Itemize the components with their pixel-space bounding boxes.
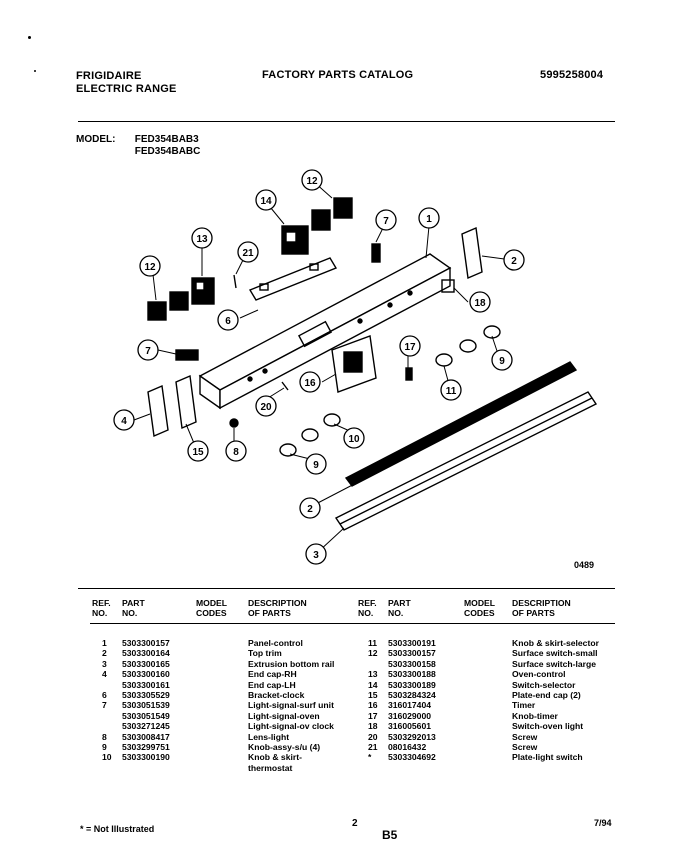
callout-6 xyxy=(218,310,238,330)
callout-7 xyxy=(376,210,396,230)
part-no-cell: 5303051539 xyxy=(122,700,170,711)
svg-text:21: 21 xyxy=(242,248,254,259)
callout-8 xyxy=(226,441,246,461)
callout-15 xyxy=(188,441,208,461)
svg-text:7: 7 xyxy=(383,216,389,227)
callout-18 xyxy=(470,292,490,312)
part-no-cell: 316005601 xyxy=(388,721,432,732)
part-no-cell: 5303299751 xyxy=(122,742,170,752)
description-cell: Lens-light xyxy=(248,731,290,742)
part-no-cell: 5303271245 xyxy=(122,721,170,732)
catalog-title: FACTORY PARTS CATALOG xyxy=(262,69,414,81)
switch-large xyxy=(334,198,352,218)
ref-no-cell: 13 xyxy=(368,669,378,680)
knob-timer xyxy=(406,368,412,380)
part-no-cell: 5303284324 xyxy=(388,690,436,700)
control-shaft xyxy=(286,232,296,242)
brand-name: FRIGIDAIRE xyxy=(76,70,142,82)
ref-no-cell: 7 xyxy=(102,700,107,711)
ref-no-cell: 15 xyxy=(368,690,378,700)
svg-text:17: 17 xyxy=(404,342,416,353)
callout-4 xyxy=(114,410,134,430)
svg-text:1: 1 xyxy=(426,214,432,225)
part-no-cell: 5303300161 xyxy=(122,679,170,690)
part-no-cell: 5303304692 xyxy=(388,752,436,763)
header-divider xyxy=(78,121,615,122)
description-cell: Screw xyxy=(512,742,538,752)
knob xyxy=(324,414,340,426)
description-cell: Surface switch-large xyxy=(512,658,597,669)
screw xyxy=(234,275,236,288)
callout-12 xyxy=(140,256,160,276)
section-code: B5 xyxy=(382,828,398,842)
header-part-no: PART NO. xyxy=(122,598,145,618)
ref-no-cell: 6 xyxy=(102,690,107,700)
callout-13 xyxy=(192,228,212,248)
ref-no-cell: 4 xyxy=(102,669,107,680)
page-number: 2 xyxy=(352,818,358,829)
switch-large xyxy=(312,210,330,230)
callout-1 xyxy=(419,208,439,228)
svg-text:8: 8 xyxy=(233,447,239,458)
header-ref-no: REF. NO. xyxy=(92,598,111,618)
ref-no-cell: 11 xyxy=(368,638,378,648)
description-cell: Timer xyxy=(512,700,536,711)
description-cell: thermostat xyxy=(248,762,293,773)
svg-text:14: 14 xyxy=(260,196,272,207)
header-part-no: PART NO. xyxy=(388,598,411,618)
panel-hole xyxy=(358,319,362,323)
end-cap-lh xyxy=(148,386,168,436)
description-cell: Top trim xyxy=(248,648,282,659)
svg-text:2: 2 xyxy=(511,256,517,267)
signal-light xyxy=(176,350,198,360)
header-description: DESCRIPTION OF PARTS xyxy=(248,598,307,618)
description-cell: End cap-LH xyxy=(248,679,296,690)
ref-no-cell: 8 xyxy=(102,731,107,742)
svg-text:10: 10 xyxy=(348,434,360,445)
description-cell: Panel-control xyxy=(248,638,303,648)
description-cell: Screw xyxy=(512,731,538,742)
revision-date: 7/94 xyxy=(594,818,612,828)
callout-21 xyxy=(238,242,258,262)
header-description: DESCRIPTION OF PARTS xyxy=(512,598,571,618)
brand-block xyxy=(76,70,177,96)
signal-light xyxy=(372,244,380,262)
callout-9 xyxy=(306,454,326,474)
callout-2 xyxy=(300,498,320,518)
panel-hole xyxy=(248,377,252,381)
ref-no-cell: 10 xyxy=(102,752,112,763)
callout-11 xyxy=(441,380,461,400)
callout-20 xyxy=(256,396,276,416)
part-no-cell: 5303300165 xyxy=(122,658,170,669)
callout-17 xyxy=(400,336,420,356)
callout-12 xyxy=(302,170,322,190)
product-type: ELECTRIC RANGE xyxy=(76,83,177,95)
panel-hole xyxy=(263,369,267,373)
part-no-cell: 5303300190 xyxy=(122,752,170,763)
callout-3 xyxy=(306,544,326,564)
part-no-cell: 5303300189 xyxy=(388,679,436,690)
ref-no-cell: 2 xyxy=(102,648,107,659)
callout-9 xyxy=(492,350,512,370)
part-no-cell: 5303292013 xyxy=(388,731,436,742)
header-model-codes: MODEL CODES xyxy=(196,598,228,618)
part-no-cell: 5303300191 xyxy=(388,638,436,648)
svg-text:9: 9 xyxy=(499,356,505,367)
description-cell: Plate-light switch xyxy=(512,752,583,763)
description-cell: Surface switch-small xyxy=(512,648,598,659)
svg-text:3: 3 xyxy=(313,550,319,561)
switch-small xyxy=(170,292,188,310)
part-no-cell: 5303300188 xyxy=(388,669,436,680)
ref-no-cell: 20 xyxy=(368,731,378,742)
callout-16 xyxy=(300,372,320,392)
description-cell: Light-signal-oven xyxy=(248,710,320,721)
description-cell: Knob & skirt- xyxy=(248,752,302,763)
scan-speck xyxy=(34,70,36,72)
table-divider xyxy=(78,588,615,589)
callout-14 xyxy=(256,190,276,210)
description-cell: Extrusion bottom rail xyxy=(248,658,335,669)
svg-text:15: 15 xyxy=(192,447,204,458)
svg-text:11: 11 xyxy=(445,386,457,397)
header-underline xyxy=(90,623,615,624)
svg-text:16: 16 xyxy=(304,378,316,389)
exploded-parts-diagram xyxy=(100,160,620,570)
model-number: FED354BABC xyxy=(134,146,201,157)
description-cell: Bracket-clock xyxy=(248,690,305,700)
description-cell: Knob-assy-s/u (4) xyxy=(248,742,321,752)
part-no-cell: 5303300157 xyxy=(388,648,436,659)
part-no-cell: 08016432 xyxy=(388,742,427,752)
part-no-cell: 316017404 xyxy=(388,700,432,711)
scan-speck xyxy=(28,36,31,39)
description-cell: Plate-end cap (2) xyxy=(512,690,581,700)
ref-no-cell: 9 xyxy=(102,742,107,752)
timer-face xyxy=(344,352,362,372)
callout-4 xyxy=(504,250,524,270)
header-model-codes: MODEL CODES xyxy=(464,598,496,618)
ref-no-cell: 12 xyxy=(368,648,378,659)
knob xyxy=(436,354,452,366)
description-cell: Switch-selector xyxy=(512,679,576,690)
bracket-clock xyxy=(250,258,336,300)
panel-hole xyxy=(388,303,392,307)
panel-hole xyxy=(408,291,412,295)
knob xyxy=(280,444,296,456)
part-no-cell: 5303305529 xyxy=(122,690,170,700)
ref-no-cell: 16 xyxy=(368,700,378,711)
part-no-cell: 5303008417 xyxy=(122,731,170,742)
footnote: * = Not Illustrated xyxy=(80,824,155,834)
description-cell: Knob-timer xyxy=(512,710,558,721)
header-ref-no: REF. NO. xyxy=(358,598,377,618)
description-cell: Light-signal-surf unit xyxy=(248,700,334,711)
description-cell: Oven-control xyxy=(512,669,566,680)
svg-text:7: 7 xyxy=(145,346,151,357)
svg-text:9: 9 xyxy=(313,460,319,471)
model-block xyxy=(76,134,200,158)
svg-text:13: 13 xyxy=(196,234,208,245)
callout-7 xyxy=(138,340,158,360)
svg-text:12: 12 xyxy=(306,176,318,187)
lens-light xyxy=(230,419,238,427)
svg-text:20: 20 xyxy=(260,402,272,413)
knob xyxy=(460,340,476,352)
ref-no-cell: 1 xyxy=(102,638,107,648)
diagram-code: 0489 xyxy=(574,560,595,570)
part-no-cell: 5303300164 xyxy=(122,648,170,659)
part-no-cell: 5303051549 xyxy=(122,710,170,721)
switch-small xyxy=(148,302,166,320)
description-cell: End cap-RH xyxy=(248,669,297,680)
description-cell: Switch-oven light xyxy=(512,721,584,732)
svg-text:6: 6 xyxy=(225,316,231,327)
model-label: MODEL: xyxy=(76,134,116,145)
ref-no-cell: * xyxy=(368,752,372,763)
part-no-cell: 316029000 xyxy=(388,710,432,721)
description-cell: Knob & skirt-selector xyxy=(512,638,599,648)
svg-text:4: 4 xyxy=(121,416,127,427)
part-no-cell: 5303300157 xyxy=(122,638,170,648)
diagram-svg xyxy=(100,160,620,570)
end-cap-rh xyxy=(462,228,482,278)
ref-no-cell: 3 xyxy=(102,658,107,669)
svg-text:18: 18 xyxy=(474,298,486,309)
part-no-cell: 5303300158 xyxy=(388,658,436,669)
ref-no-cell: 14 xyxy=(368,679,378,690)
control-shaft xyxy=(196,282,204,290)
ref-no-cell: 17 xyxy=(368,710,378,721)
ref-no-cell: 21 xyxy=(368,742,378,752)
knob xyxy=(302,429,318,441)
publication-number: 5995258004 xyxy=(540,69,604,81)
svg-text:2: 2 xyxy=(307,504,313,515)
ref-no-cell: 18 xyxy=(368,721,378,732)
description-cell: Light-signal-ov clock xyxy=(248,721,334,732)
model-number: FED354BAB3 xyxy=(134,134,199,145)
plate-end-cap xyxy=(176,376,196,428)
part-no-cell: 5303300160 xyxy=(122,669,170,680)
svg-text:12: 12 xyxy=(144,262,156,273)
callout-10 xyxy=(344,428,364,448)
